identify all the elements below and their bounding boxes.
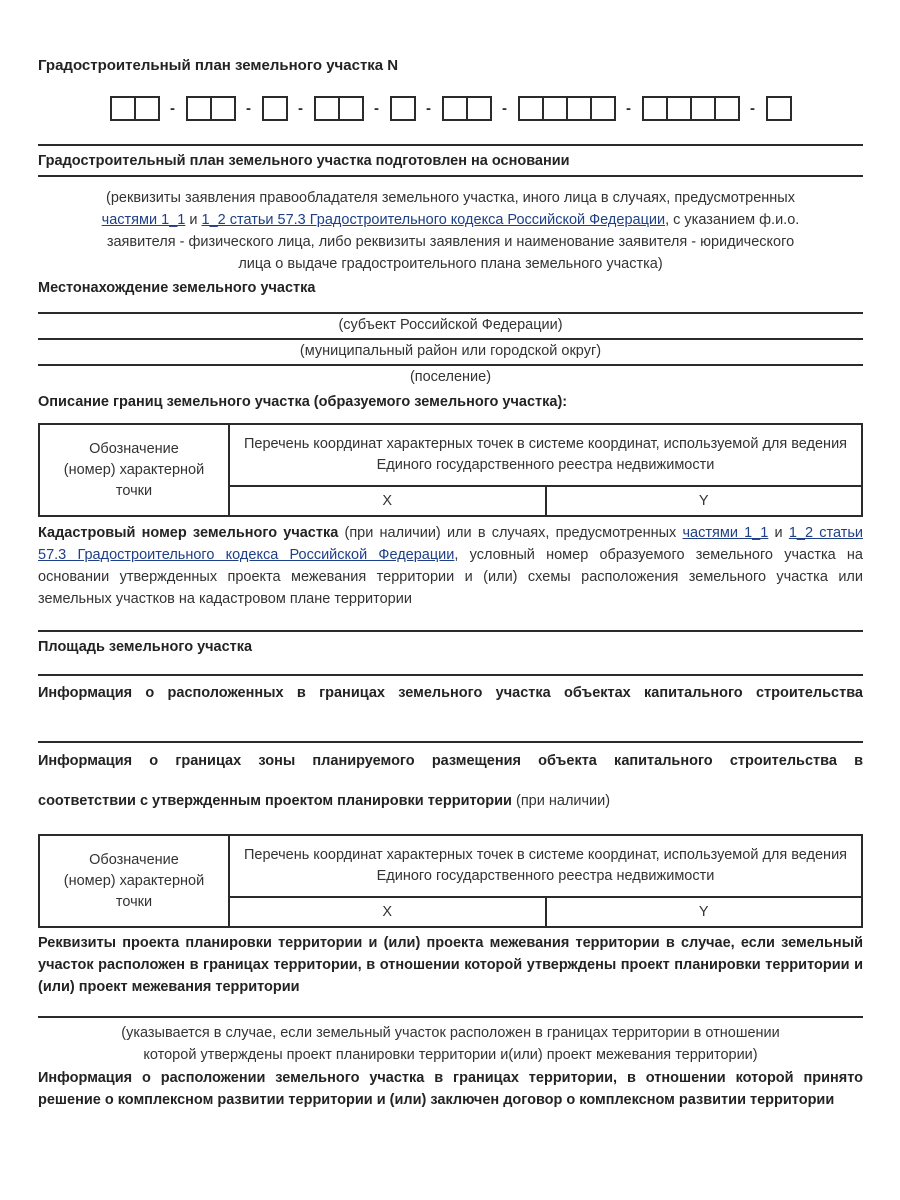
link-statya-57-3[interactable]: 1_2 статьи 57.3 Градостроительного кодекса Российской Федерации — [201, 212, 666, 228]
zone-heading-note: (при наличии) — [511, 793, 611, 809]
point-label-line-3: точки — [115, 893, 153, 910]
code-dash: - — [170, 100, 175, 117]
zone-heading-line-2 — [38, 790, 863, 812]
code-cell[interactable] — [134, 96, 160, 121]
link-chast-1-1[interactable]: частями 1_1 — [682, 525, 769, 541]
code-group-4[interactable] — [314, 96, 364, 121]
code-cell[interactable] — [110, 96, 136, 121]
coordinates-table-zone — [38, 834, 863, 928]
zone-heading-bold-part: соответствии с утвержденным проектом планировки территории — [38, 793, 512, 809]
code-cell[interactable] — [642, 96, 668, 121]
code-cell[interactable] — [262, 96, 288, 121]
code-dash: - — [298, 100, 303, 117]
basis-note-mid: и — [185, 212, 202, 228]
location-caption-subject: (субъект Российской Федерации) — [338, 317, 563, 333]
code-cell[interactable] — [566, 96, 592, 121]
code-group-8[interactable] — [642, 96, 740, 121]
location-caption-settlement: (поселение) — [409, 369, 492, 385]
cell-y-header: Y — [546, 897, 863, 927]
code-dash: - — [374, 100, 379, 117]
table-row — [39, 424, 862, 486]
code-dash: - — [626, 100, 631, 117]
link-chast-1-1[interactable]: частями 1_1 — [101, 212, 186, 228]
code-cell[interactable] — [542, 96, 568, 121]
point-label-line-1: Обозначение — [89, 440, 179, 457]
code-cell[interactable] — [442, 96, 468, 121]
code-group-9[interactable] — [766, 96, 792, 121]
cell-coordinates-list-header: Перечень координат характерных точек в системе координат, используемой для ведения Единого государственного реестра недвижимости — [229, 835, 862, 897]
code-cell[interactable] — [690, 96, 716, 121]
point-label-line-2: (номер) характерной — [63, 872, 205, 889]
point-label-line-3: точки — [115, 482, 153, 499]
capital-objects-heading: Информация о расположенных в границах земельного участка объектах капитального строительства — [38, 685, 863, 701]
code-cell[interactable] — [210, 96, 236, 121]
document-content — [38, 0, 863, 1111]
code-dash: - — [426, 100, 431, 117]
code-cell[interactable] — [466, 96, 492, 121]
code-cell[interactable] — [390, 96, 416, 121]
cadastral-t1: (при наличии) или в случаях, предусмотренных — [338, 525, 683, 541]
code-dash: - — [750, 100, 755, 117]
basis-note-post: , с указанием ф.и.о. — [665, 212, 800, 228]
point-label-line-1: Обозначение — [89, 851, 179, 868]
cell-coordinates-list-header: Перечень координат характерных точек в системе координат, используемой для ведения Единого государственного реестра недвижимости — [229, 424, 862, 486]
link-statya-57-3[interactable]: 1_2 статьи 57.3 Градостроительного кодекса Российской Федерации — [38, 525, 863, 563]
ppt-requisites-heading: Реквизиты проекта планировки территории и (или) проекта межевания территории в случае, если земельный участок расположен в границах территории, в отношении которой утверждены проект планировки территории и (или) проект межевания территории — [38, 935, 863, 995]
cadastral-bold-lead: Кадастровый номер земельного участка — [38, 525, 339, 541]
basis-note-line-4: лица о выдаче градостроительного плана земельного участка) — [238, 256, 663, 272]
location-heading: Местонахождение земельного участка — [38, 280, 316, 296]
code-cell[interactable] — [186, 96, 212, 121]
coordinates-table-parcel — [38, 423, 863, 517]
code-dash: - — [502, 100, 507, 117]
code-cell[interactable] — [714, 96, 740, 121]
cell-x-header: X — [229, 486, 546, 516]
code-cell[interactable] — [518, 96, 544, 121]
code-cell[interactable] — [666, 96, 692, 121]
code-group-5[interactable] — [390, 96, 416, 121]
code-cell[interactable] — [766, 96, 792, 121]
cell-point-designation — [39, 835, 229, 927]
cadastral-paragraph — [38, 517, 863, 610]
basis-note-line-1 — [38, 187, 863, 209]
area-heading: Площадь земельного участка — [38, 639, 253, 655]
code-dash: - — [246, 100, 251, 117]
code-cell[interactable] — [314, 96, 340, 121]
code-group-3[interactable] — [262, 96, 288, 121]
code-cell[interactable] — [590, 96, 616, 121]
gpzu-code-boxes[interactable] — [38, 96, 863, 121]
basis-heading: Градостроительный план земельного участка подготовлен на основании — [38, 153, 570, 169]
code-cell[interactable] — [338, 96, 364, 121]
basis-note-line-3: заявителя - физического лица, либо реквизиты заявления и наименование заявителя - юридического — [106, 234, 795, 250]
cadastral-t3: , условный номер образуемого земельного участка на основании утвержденных проекта межевания территории и (или) схемы расположения земельного участка или земельных участков на кадастровом плане территории — [38, 547, 863, 607]
code-group-7[interactable] — [518, 96, 616, 121]
cell-y-header: Y — [546, 486, 863, 516]
cadastral-t2: и — [768, 525, 789, 541]
point-label-line-2: (номер) характерной — [63, 461, 205, 478]
code-group-2[interactable] — [186, 96, 236, 121]
location-caption-municipality: (муниципальный район или городской округ) — [299, 343, 602, 359]
zone-heading-line-1: Информация о границах зоны планируемого размещения объекта капитального строительства в — [38, 753, 863, 769]
borders-heading: Описание границ земельного участка (образуемого земельного участка): — [38, 394, 568, 410]
page-title: Градостроительный план земельного участка N — [38, 57, 399, 74]
basis-note-text: (реквизиты заявления правообладателя земельного участка, иного лица в случаях, предусмотренных — [106, 190, 795, 206]
code-group-6[interactable] — [442, 96, 492, 121]
basis-note-line-2 — [38, 209, 863, 231]
ppt-note-line-2: которой утверждены проект планировки территории и(или) проект межевания территории) — [143, 1047, 758, 1063]
code-group-1[interactable] — [110, 96, 160, 121]
cell-point-designation — [39, 424, 229, 516]
krt-heading: Информация о расположении земельного участка в границах территории, в отношении которой принято решение о комплексном развитии территории и (или) заключен договор о комплексном развитии территории — [38, 1070, 863, 1108]
cell-x-header: X — [229, 897, 546, 927]
table-row — [39, 835, 862, 897]
ppt-note-line-1: (указывается в случае, если земельный участок расположен в границах территории в отношении — [121, 1025, 780, 1041]
